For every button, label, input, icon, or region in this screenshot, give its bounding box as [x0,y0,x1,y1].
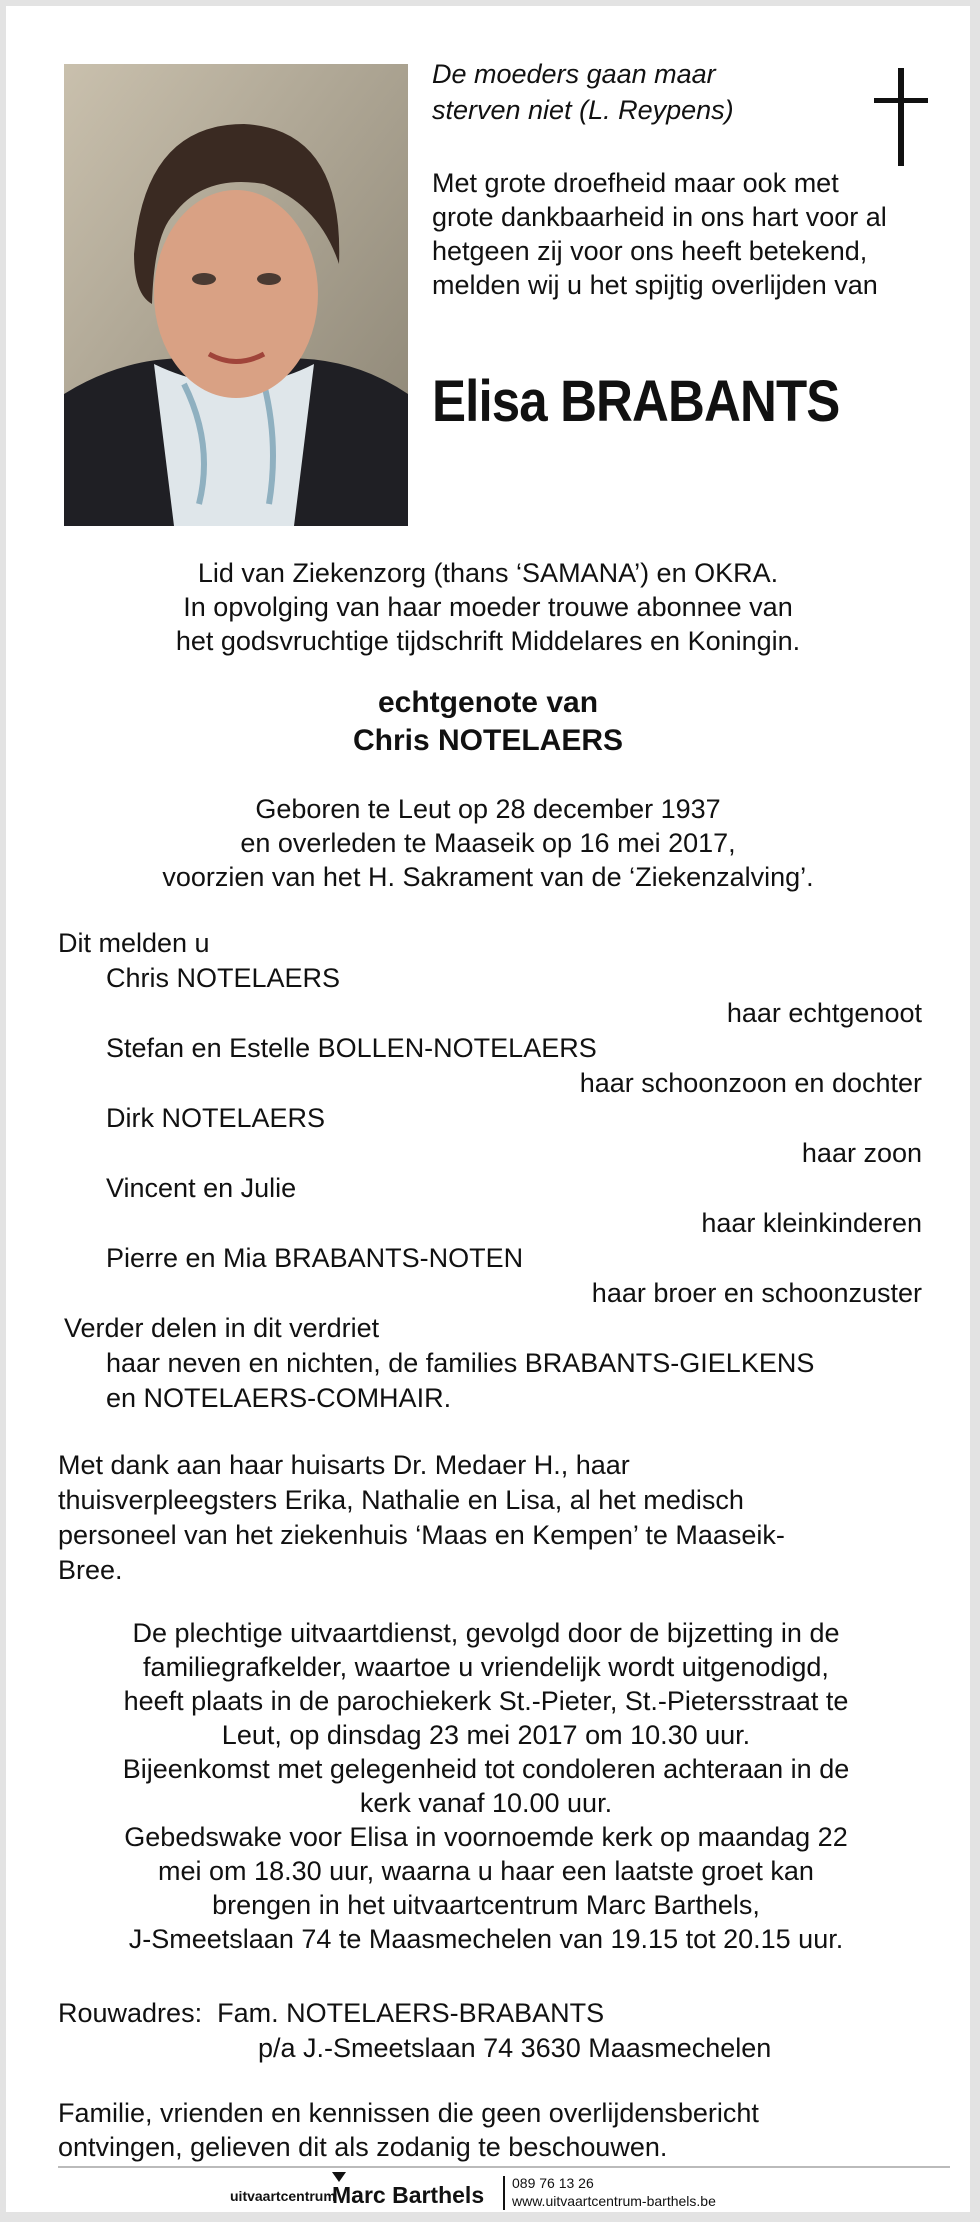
closing-line: Familie, vrienden en kennissen die geen overlijdensbericht [58,2098,759,2128]
quote-line: De moeders gaan maar [432,59,716,89]
closing-note [58,2096,759,2164]
family-relation: haar zoon [801,1138,922,1168]
family-relation: haar kleinkinderen [701,1208,922,1238]
family-relation: haar schoonzoon en dochter [579,1068,922,1098]
service-line: familiegrafkelder, waartoe u vriendelijk wordt uitgenodigd, [143,1652,829,1682]
address-label: Rouwadres: [58,1998,203,2028]
family-name: Dirk NOTELAERS [106,1103,326,1133]
service-line: Gebedswake voor Elisa in voornoemde kerk op maandag 22 [124,1822,848,1852]
intro-text: Met grote droefheid maar ook met grote dankbaarheid in ons hart voor al hetgeen zij voor ons heeft betekend, melden wij u het spijtig overlijden van [432,168,887,300]
family-name: Stefan en Estelle BOLLEN-NOTELAERS [106,1033,597,1063]
portrait-photo [64,64,408,526]
logo-contact [512,2174,716,2210]
service-line: kerk vanaf 10.00 uur. [359,1788,613,1818]
further-line: en NOTELAERS-COMHAIR. [106,1383,452,1413]
family-name: Pierre en Mia BRABANTS-NOTEN [106,1243,524,1273]
service-line: J-Smeetslaan 74 te Maasmechelen van 19.15 tot 20.15 uur. [128,1924,844,1954]
address-line: p/a J.-Smeetslaan 74 3630 Maasmechelen [258,2033,772,2063]
thanks-line: Bree. [58,1555,123,1585]
service-line: Leut, op dinsdag 23 mei 2017 om 10.30 uur. [221,1720,751,1750]
quote [432,56,734,128]
spouse [6,684,970,760]
service-line: Bijeenkomst met gelegenheid tot condoleren achteraan in de [122,1754,850,1784]
obituary-card [6,6,970,2212]
family-name: Vincent en Julie [106,1173,297,1203]
phone: 089 76 13 26 [512,2175,594,2191]
deceased-name: Elisa BRABANTS [432,369,840,434]
spouse-name: Chris NOTELAERS [352,724,624,757]
address-line: Fam. NOTELAERS-BRABANTS [217,1998,605,2028]
family-list [6,926,970,1416]
service-line: heeft plaats in de parochiekerk St.-Pieter, St.-Pietersstraat te [123,1686,849,1716]
birth-line: Geboren te Leut op 28 december 1937 [255,794,721,824]
closing-line: ontvingen, gelieven dit als zodanig te beschouwen. [58,2132,668,2162]
service-line: De plechtige uitvaartdienst, gevolgd door de bijzetting in de [132,1618,840,1648]
footer-divider [58,2166,950,2168]
thanks [58,1448,878,1588]
birth-death [6,792,970,894]
triangle-icon [332,2172,346,2182]
birth-line: en overleden te Maaseik op 16 mei 2017, [240,828,736,858]
logo-separator [503,2176,505,2210]
logo-brand: Marc Barthels [332,2182,485,2208]
service-line: mei om 18.30 uur, waarna u haar een laatste groet kan [158,1856,814,1886]
thanks-line: personeel van het ziekenhuis ‘Maas en Kempen’ te Maaseik- [58,1520,785,1550]
further-label: Verder delen in dit verdriet [64,1313,380,1343]
membership-line: In opvolging van haar moeder trouwe abonnee van [183,592,793,622]
quote-line: sterven niet (L. Reypens) [432,95,734,125]
website: www.uitvaartcentrum-barthels.be [512,2193,716,2209]
cross-icon [874,68,928,166]
thanks-line: Met dank aan haar huisarts Dr. Medaer H., haar [58,1450,630,1480]
funeral-service [46,1616,926,1956]
thanks-line: thuisverpleegsters Erika, Nathalie en Lisa, al het medisch [58,1485,744,1515]
membership [6,556,970,658]
family-relation: haar echtgenoot [726,998,922,1028]
family-name: Chris NOTELAERS [106,963,341,993]
further-line: haar neven en nichten, de families BRABANTS-GIELKENS [106,1348,815,1378]
announce-label: Dit melden u [58,928,210,958]
membership-line: Lid van Ziekenzorg (thans ‘SAMANA’) en OKRA. [197,558,779,588]
spouse-label: echtgenote van [377,686,599,719]
mourning-address [58,1996,771,2066]
membership-line: het godsvruchtige tijdschrift Middelares en Koningin. [175,626,801,656]
family-relation: haar broer en schoonzuster [591,1278,922,1308]
birth-line: voorzien van het H. Sakrament van de ‘Ziekenzalving’. [162,862,814,892]
logo-prefix: uitvaartcentrum [230,2188,336,2204]
service-line: brengen in het uitvaartcentrum Marc Barthels, [212,1890,760,1920]
